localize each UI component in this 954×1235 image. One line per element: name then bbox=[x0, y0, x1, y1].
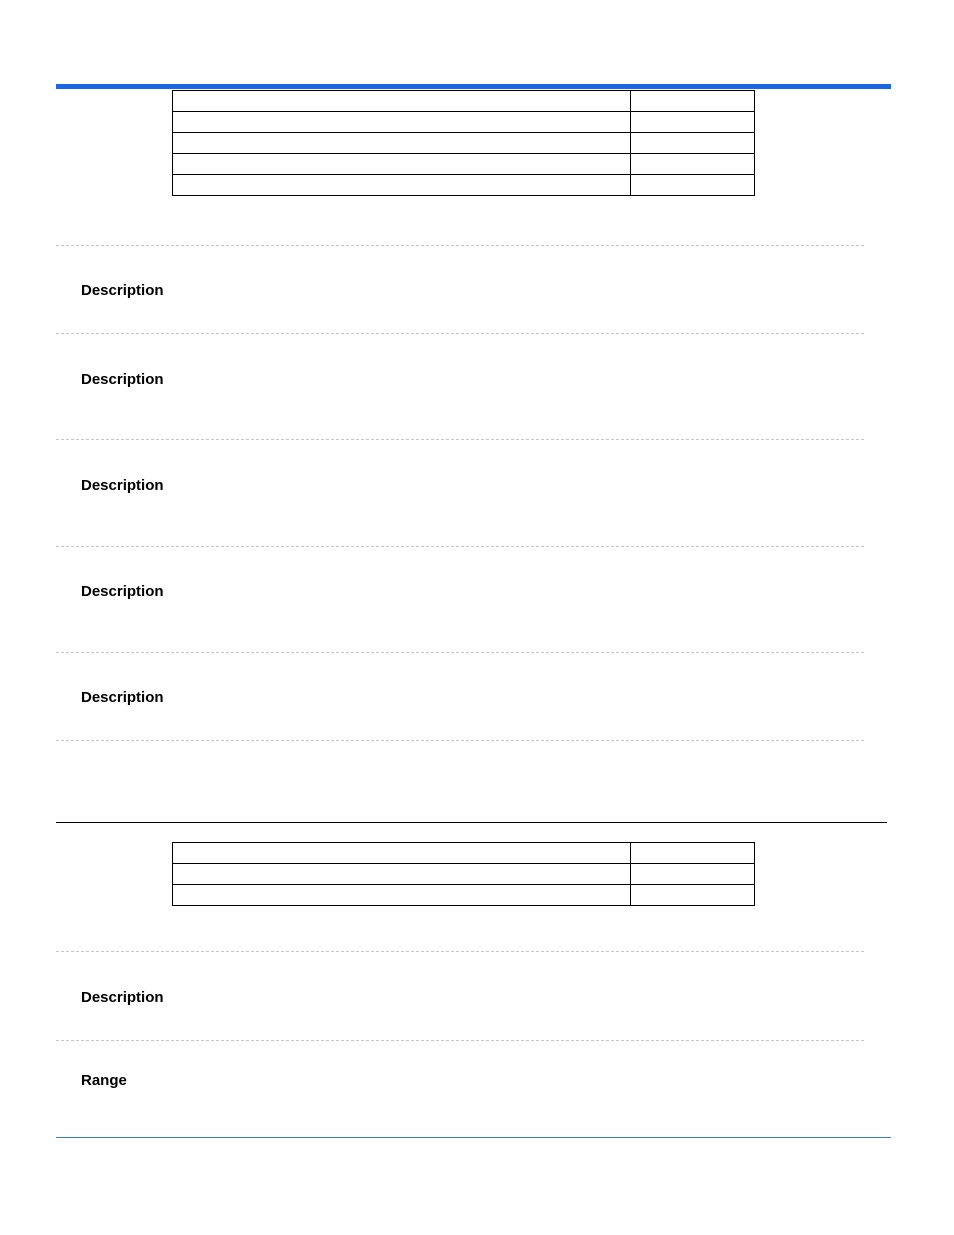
dashed-divider bbox=[56, 245, 864, 246]
table-row bbox=[173, 864, 755, 885]
table-cell bbox=[631, 154, 755, 175]
header-bar bbox=[56, 84, 891, 89]
dashed-divider bbox=[56, 333, 864, 334]
table-cell bbox=[173, 91, 631, 112]
table-row bbox=[173, 175, 755, 196]
table-cell bbox=[631, 91, 755, 112]
description-label: Description bbox=[81, 989, 164, 1006]
parameter-table-1 bbox=[172, 90, 755, 196]
table-cell bbox=[631, 133, 755, 154]
dashed-divider bbox=[56, 439, 864, 440]
description-label: Description bbox=[81, 477, 164, 494]
dashed-divider bbox=[56, 951, 864, 952]
description-label: Description bbox=[81, 371, 164, 388]
dashed-divider bbox=[56, 1040, 864, 1041]
table-row bbox=[173, 885, 755, 906]
table-cell bbox=[631, 885, 755, 906]
table-row bbox=[173, 154, 755, 175]
table-cell bbox=[631, 864, 755, 885]
table-cell bbox=[173, 885, 631, 906]
description-label: Description bbox=[81, 689, 164, 706]
section-divider bbox=[56, 822, 887, 823]
description-label: Description bbox=[81, 583, 164, 600]
table-row bbox=[173, 133, 755, 154]
parameter-table-2 bbox=[172, 842, 755, 906]
footer-rule bbox=[56, 1137, 891, 1138]
table-cell bbox=[173, 112, 631, 133]
table-row bbox=[173, 843, 755, 864]
table-cell bbox=[631, 843, 755, 864]
dashed-divider bbox=[56, 740, 864, 741]
table-cell bbox=[173, 864, 631, 885]
table-cell bbox=[631, 175, 755, 196]
table-row bbox=[173, 112, 755, 133]
dashed-divider bbox=[56, 546, 864, 547]
table-cell bbox=[173, 154, 631, 175]
table-cell bbox=[173, 175, 631, 196]
dashed-divider bbox=[56, 652, 864, 653]
table-row bbox=[173, 91, 755, 112]
table-cell bbox=[173, 843, 631, 864]
description-label: Description bbox=[81, 282, 164, 299]
table-cell bbox=[173, 133, 631, 154]
table-cell bbox=[631, 112, 755, 133]
range-label: Range bbox=[81, 1072, 127, 1089]
